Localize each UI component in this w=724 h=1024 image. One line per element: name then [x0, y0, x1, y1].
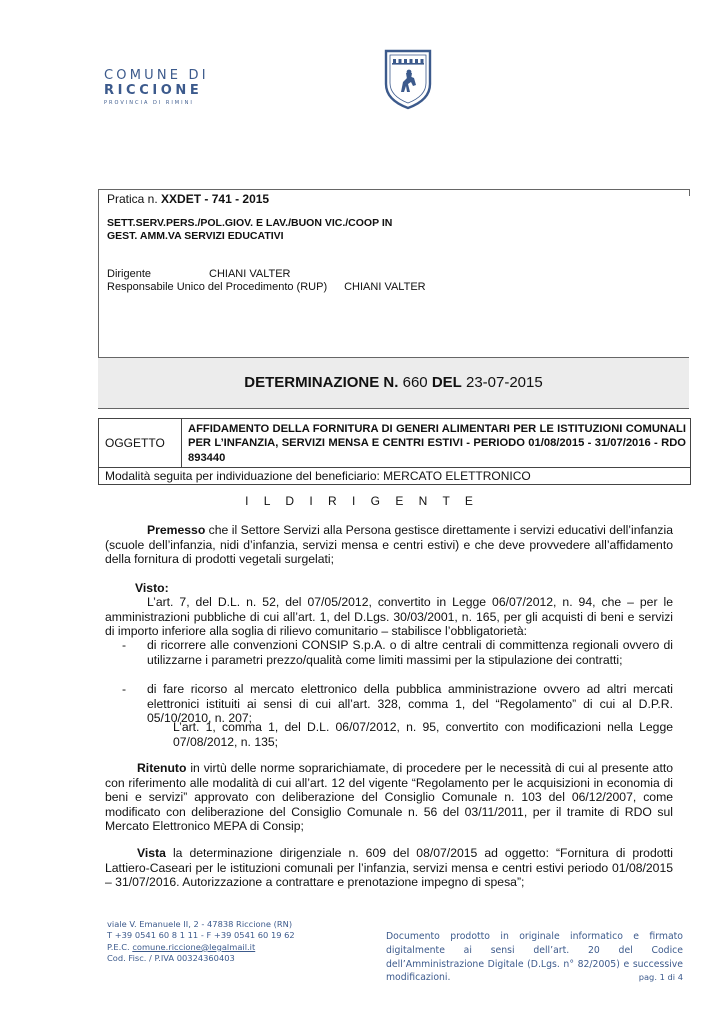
modalita-row: Modalità seguita per individuazione del beneficiario: MERCATO ELETTRONICO — [105, 469, 531, 484]
footer-pec-line — [107, 942, 295, 953]
pratica-number: XXDET - 741 - 2015 — [161, 192, 270, 206]
oggetto-text: AFFIDAMENTO DELLA FORNITURA DI GENERI ALIMENTARI PER LE ISTITUZIONI COMUNALI PER L’INFANZIA, SERVIZI MENSA E CENTRI ESTIVI - PERIODO 01/08/2015 - 31/07/2016 - RDO 893440 — [188, 423, 686, 464]
footer-address: viale V. Emanuele II, 2 - 47838 Riccione (RN) — [107, 919, 293, 929]
visto-paragraph: L’art. 7, del D.L. n. 52, del 07/05/2012, convertito in Legge 06/07/2012, n. 94, che – per le amministrazioni pubbliche di cui all’art. 1, del D.Lgs. 30/03/2001, n. 165, per gli acquisti di beni e servizi di importo inferiore alla soglia di rilievo comunitario – stabilisce l’obbligatorietà: — [105, 595, 673, 638]
bullet-item-mepa — [122, 682, 673, 726]
visto-bold: Visto: — [135, 581, 169, 595]
premesso-bold: Premesso — [147, 523, 206, 537]
det-date: 23-07-2015 — [465, 374, 543, 391]
footer-pec-link[interactable]: comune.riccione@legalmail.it — [132, 941, 256, 952]
art1-text: L’art. 1, comma 1, del D.L. 06/07/2012, n. 95, convertito con modificazioni nella Legge 07/08/2012, n. 135; — [173, 720, 673, 749]
det-label: DETERMINAZIONE N. — [244, 374, 399, 391]
settore — [107, 217, 392, 243]
dirigente-block — [107, 268, 426, 294]
vista-paragraph — [105, 846, 673, 890]
pratica-label: Pratica n. — [107, 192, 158, 206]
det-del: DEL — [431, 374, 462, 391]
bullet-dash: - — [122, 682, 127, 696]
oggetto-label: OGGETTO — [99, 419, 182, 467]
logo-line-comune: COMUNE DI — [104, 68, 209, 83]
bullet-item-consip — [122, 638, 673, 667]
oggetto-table — [98, 418, 691, 485]
premesso-paragraph — [105, 523, 673, 567]
ritenuto-bold: Ritenuto — [137, 761, 187, 775]
art1-paragraph — [147, 720, 673, 749]
dirigente-name: CHIANI VALTER — [209, 268, 291, 280]
footer-phone: T +39 0541 60 8 1 11 - F +39 0541 60 19 62 — [107, 930, 295, 941]
vista-bold: Vista — [137, 846, 166, 860]
visto-label — [135, 581, 673, 596]
determinazione-title — [98, 374, 689, 391]
bullet2-text: di fare ricorso al mercato elettronico della pubblica amministrazione ovvero ad altri mercati elettronici istituiti ai sensi di cui all’art. 328, comma 1, del “Regolamento” di cui al D.P.R. 05/10/2010, n. 207; — [147, 682, 673, 725]
det-number: 660 — [402, 374, 428, 391]
footer-codfisc: Cod. Fisc. / P.IVA 00324360403 — [107, 952, 235, 963]
vista-text: la determinazione dirigenziale n. 609 del 08/07/2015 ad oggetto: “Fornitura di prodotti Lattiero-Caseari per le istituzioni comunali per l’infanzia, servizi mensa e centri estivi periodo 01/08/2015 – 31/07/2016. Autorizzazione a contrattare e prenotazione impegno di spesa”; — [105, 846, 673, 889]
footer-pec-label: P.E.C. — [107, 941, 130, 952]
bullet-dash: - — [122, 638, 127, 652]
dirigente-label: Dirigente — [107, 268, 152, 280]
oggetto-row — [99, 419, 690, 468]
rup-label: Responsabile Unico del Procedimento (RUP) — [107, 281, 328, 293]
ritenuto-paragraph — [105, 761, 673, 834]
premesso-text: che il Settore Servizi alla Persona gestisce direttamente i servizi educativi dell’infanzia (scuole dell’infanzia, nidi d’infanzia, servizi mensa e centri estivi) e che deve provvedere all’affidamento della fornitura di prodotti vegetali surgelati; — [105, 523, 673, 566]
il-dirigente-heading: I L D I R I G E N T E — [245, 494, 479, 508]
pratica-box — [98, 189, 690, 358]
footer-contacts — [107, 919, 295, 964]
riccione-crest-icon — [383, 48, 433, 110]
comune-logo-text — [104, 68, 209, 107]
bullet1-text: di ricorrere alle convenzioni CONSIP S.p.A. o di altre centrali di committenza regionali ovvero di utilizzarne i parametri prezzo/qualità come limiti massimi per la stipulazione dei contratti; — [147, 638, 673, 667]
determinazione-box — [98, 357, 689, 409]
settore-line2: GEST. AMM.VA SERVIZI EDUCATIVI — [107, 230, 284, 242]
logo-line-riccione: RICCIONE — [104, 83, 203, 98]
logo-line-provincia: PROVINCIA DI RIMINI — [104, 100, 194, 106]
settore-line1: SETT.SERV.PERS./POL.GIOV. E LAV./BUON VIC./COOP IN — [107, 217, 393, 229]
rup-name: CHIANI VALTER — [344, 281, 426, 293]
footer-notice: Documento prodotto in originale informatico e firmato digitalmente ai sensi dell’art. 20 del Codice dell’Amministrazione Digitale (D.Lgs. n° 82/2005) e successive modificazioni. — [386, 931, 683, 984]
ritenuto-text: in virtù delle norme soprarichiamate, di procedere per le necessità di cui al presente atto con riferimento alle modalità di cui all’art. 12 del vigente “Regolamento per le acquisizioni in economia di beni e servizi” approvato con deliberazione del Consiglio Comunale n. 103 del 06/12/2007, come modificato con deliberazione del Consiglio Comunale n. 56 del 03/11/2011, per il tramite di RDO sul Mercato Elettronico MEPA di Consip; — [105, 761, 673, 833]
pratica-line — [107, 192, 269, 206]
page-number: pag. 1 di 4 — [638, 972, 683, 982]
